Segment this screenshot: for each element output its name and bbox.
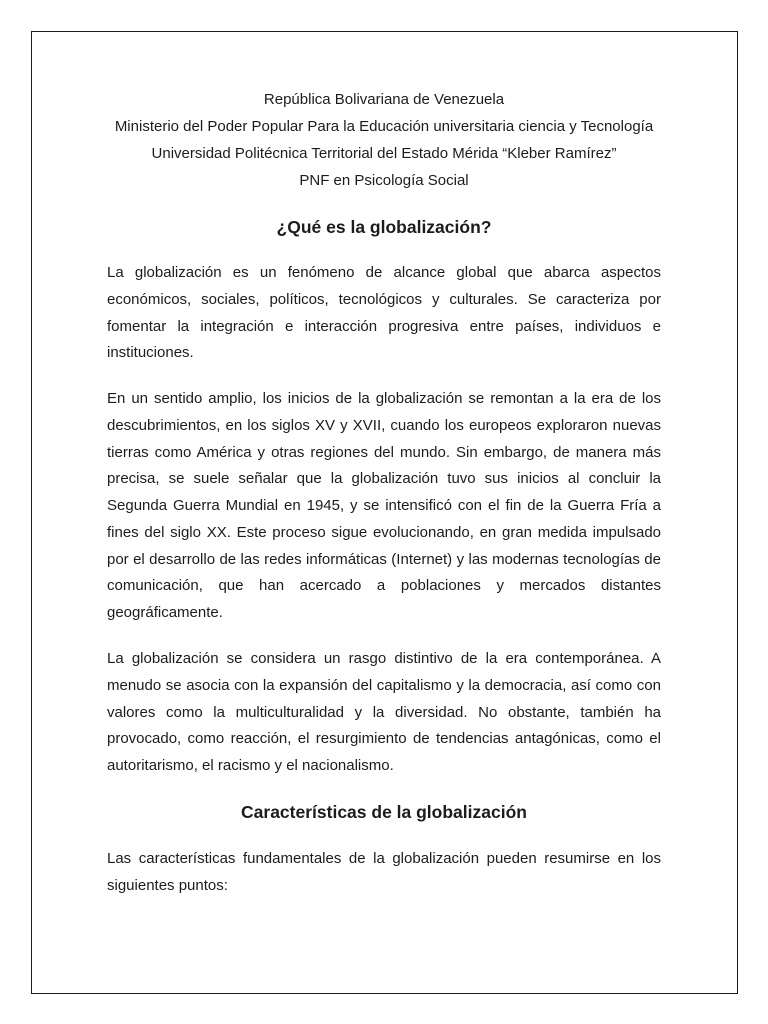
header-line: Universidad Politécnica Territorial del Estado Mérida “Kleber Ramírez”: [151, 145, 617, 163]
header-line: Ministerio del Poder Popular Para la Educación universitaria ciencia y Tecnología: [114, 118, 654, 136]
paragraph-line: valores como la multiculturalidad y la diversidad. No obstante, también ha: [107, 703, 661, 721]
paragraph-line: siguientes puntos:: [107, 876, 228, 894]
paragraph-line: fomentar la integración e interacción progresiva entre países, individuos e: [107, 317, 661, 335]
paragraph-line: La globalización es un fenómeno de alcance global que abarca aspectos: [107, 264, 661, 282]
paragraph-line: Las características fundamentales de la globalización pueden resumirse en los: [107, 850, 661, 868]
paragraph: [107, 846, 661, 900]
paragraph-line: precisa, se suele señalar que la globalización tuvo sus inicios al concluir la: [107, 470, 661, 488]
paragraph-line: provocado, como reacción, el resurgimiento de tendencias antagónicas, como el: [107, 730, 661, 748]
paragraph-line: autoritarismo, el racismo y el nacionalismo.: [107, 757, 394, 775]
paragraph-line: La globalización se considera un rasgo distintivo de la era contemporánea. A: [107, 650, 661, 668]
paragraph-line: menudo se asocia con la expansión del capitalismo y la democracia, así como con: [107, 676, 661, 694]
paragraph-line: comunicación, que han acercado a poblaciones y mercados distantes: [107, 577, 661, 595]
paragraph: [107, 386, 661, 627]
paragraph-line: económicos, sociales, políticos, tecnológicos y culturales. Se caracteriza por: [107, 290, 661, 308]
paragraph-line: instituciones.: [107, 344, 194, 362]
header-line: PNF en Psicología Social: [299, 172, 469, 190]
header-line: República Bolivariana de Venezuela: [263, 91, 505, 109]
section-heading: ¿Qué es la globalización?: [276, 216, 492, 237]
paragraph-line: En un sentido amplio, los inicios de la globalización se remontan a la era de los: [107, 390, 661, 408]
section-heading: Características de la globalización: [241, 801, 527, 822]
paragraph-line: geográficamente.: [107, 604, 223, 622]
document-header: [107, 86, 661, 194]
paragraph-line: descubrimientos, en los siglos XV y XVII, cuando los europeos exploraron nuevas: [107, 416, 661, 434]
paragraph-line: por el desarrollo de las redes informáticas (Internet) y las modernas tecnologías de: [107, 550, 661, 568]
paragraph: [107, 260, 661, 367]
paragraph-line: tierras como América y otras regiones del mundo. Sin embargo, de manera más: [107, 443, 661, 461]
paragraph-line: Segunda Guerra Mundial en 1945, y se intensificó con el fin de la Guerra Fría a: [107, 497, 661, 515]
paragraph: [107, 646, 661, 780]
paragraph-line: fines del siglo XX. Este proceso sigue evolucionando, en gran medida impulsado: [107, 523, 661, 541]
